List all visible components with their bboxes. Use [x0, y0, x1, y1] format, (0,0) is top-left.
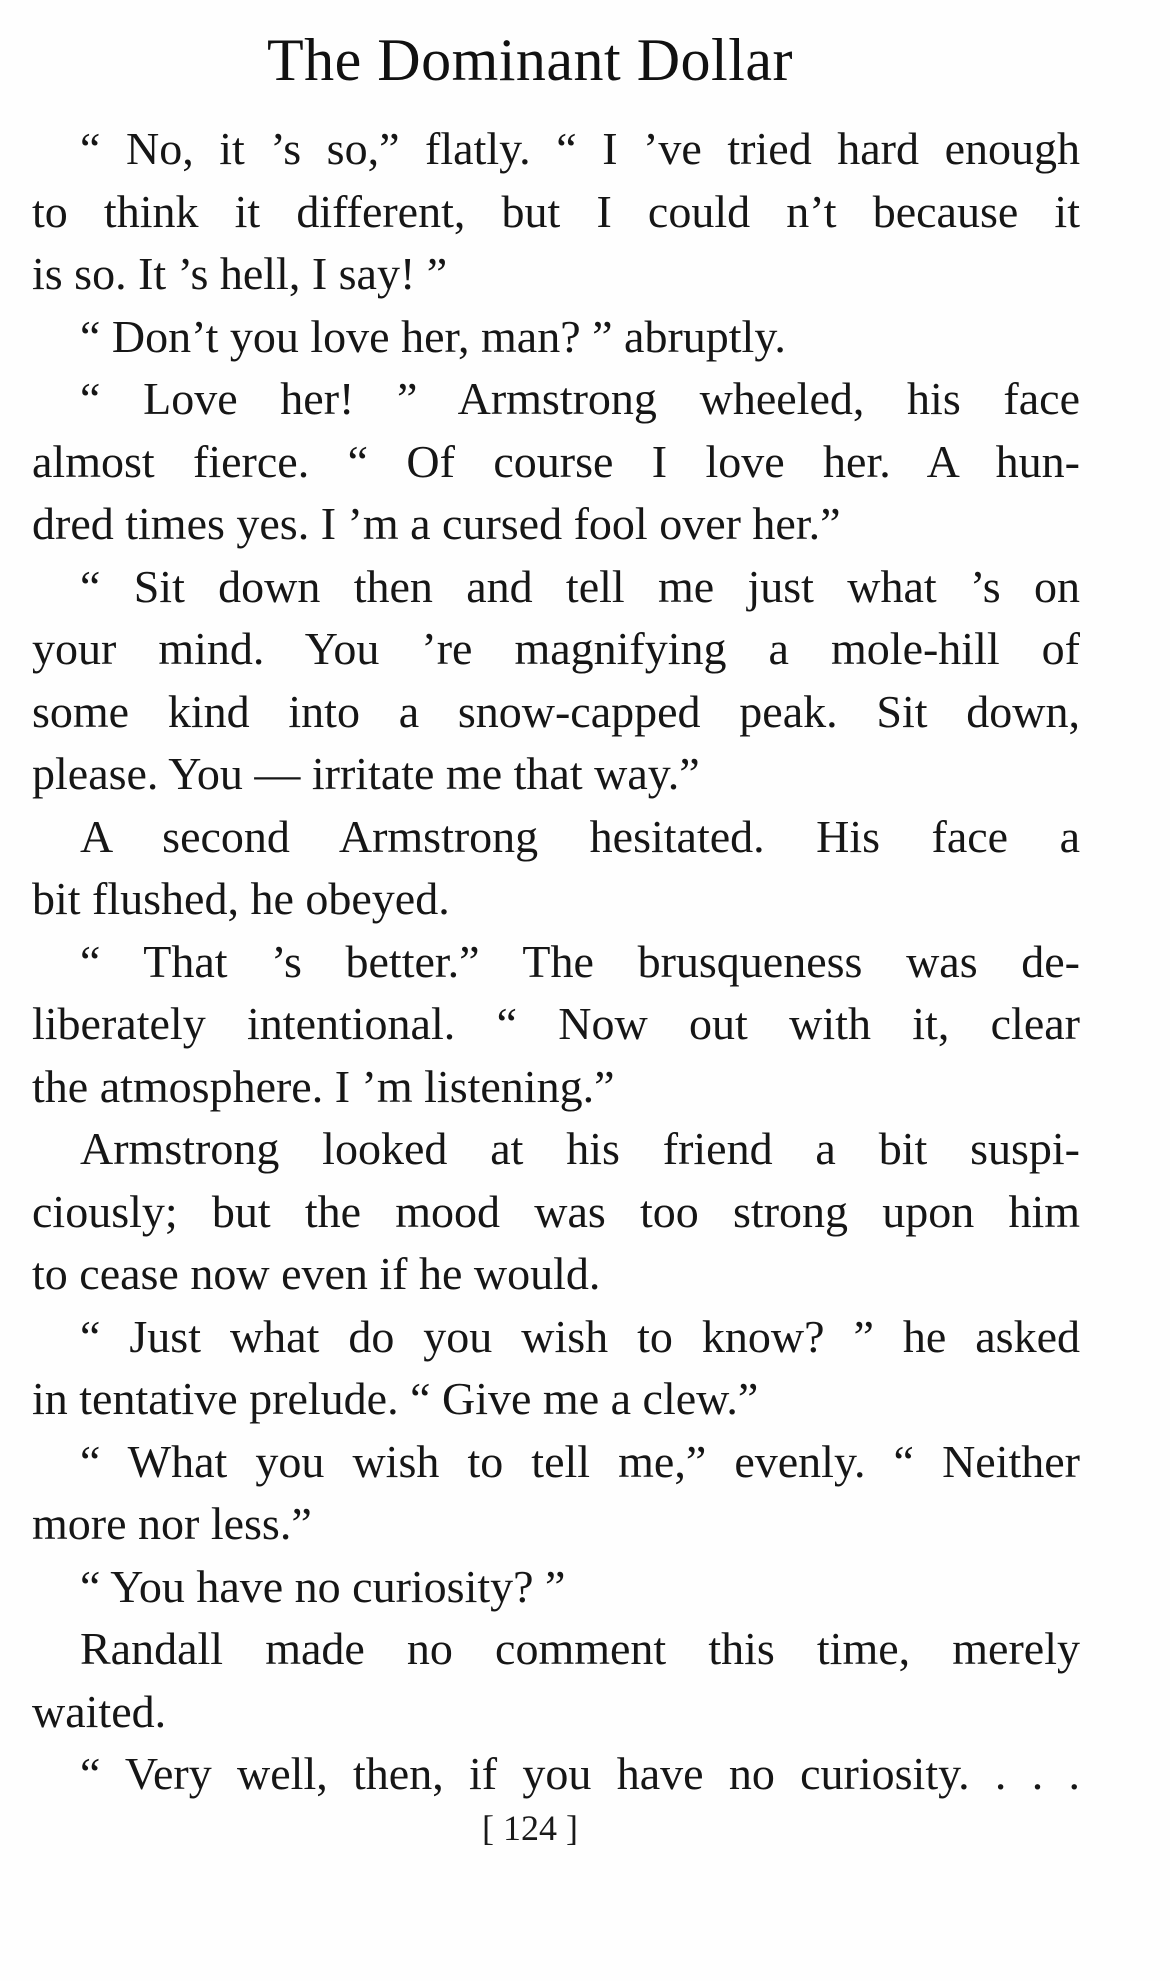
text-line: Armstrong looked at his friend a bit suspi-	[80, 1123, 1080, 1174]
text-line: to cease now even if he would.	[32, 1248, 601, 1299]
text-line: “ That ’s better.” The brusqueness was de-	[80, 935, 1080, 987]
text-line: bit flushed, he obeyed.	[32, 873, 450, 924]
text-line: the atmosphere. I ’m listening.”	[32, 1060, 615, 1112]
text-line: is so. It ’s hell, I say! ”	[32, 248, 448, 299]
text-line: Randall made no comment this time, merely	[80, 1623, 1080, 1674]
text-line: waited.	[32, 1685, 167, 1737]
text-line: in tentative prelude. “ Give me a clew.”	[32, 1373, 759, 1424]
text-line: “ Sit down then and tell me just what ’s on	[80, 560, 1080, 612]
text-line: A second Armstrong hesitated. His face a	[80, 810, 1080, 862]
text-line: to think it different, but I could n’t because it	[32, 185, 1080, 237]
text-line: “ Love her! ” Armstrong wheeled, his face	[80, 373, 1080, 424]
text-line: dred times yes. I ’m a cursed fool over her.”	[32, 498, 841, 549]
text-line: please. You — irritate me that way.”	[32, 748, 700, 799]
text-line: “ You have no curiosity? ”	[80, 1560, 566, 1612]
text-line: “ What you wish to tell me,” evenly. “ Neither	[80, 1435, 1080, 1487]
body-text	[32, 118, 1080, 1806]
text-line: more nor less.”	[32, 1498, 312, 1549]
text-line: liberately intentional. “ Now out with it, clear	[32, 998, 1080, 1049]
text-line: ciously; but the mood was too strong upon him	[32, 1185, 1080, 1237]
running-head: The Dominant Dollar	[266, 27, 794, 93]
text-line: “ Don’t you love her, man? ” abruptly.	[80, 310, 786, 362]
text-line: some kind into a snow-capped peak. Sit down,	[32, 685, 1080, 737]
page-number: [ 124 ]	[482, 1808, 578, 1848]
text-line: your mind. You ’re magnifying a mole-hill of	[32, 623, 1080, 674]
text-line: “ Very well, then, if you have no curiosity. . . .	[80, 1748, 1080, 1799]
text-line: “ Just what do you wish to know? ” he asked	[80, 1310, 1080, 1362]
text-line: “ No, it ’s so,” flatly. “ I ’ve tried hard enough	[80, 123, 1080, 174]
text-line: almost fierce. “ Of course I love her. A hun-	[32, 435, 1080, 487]
